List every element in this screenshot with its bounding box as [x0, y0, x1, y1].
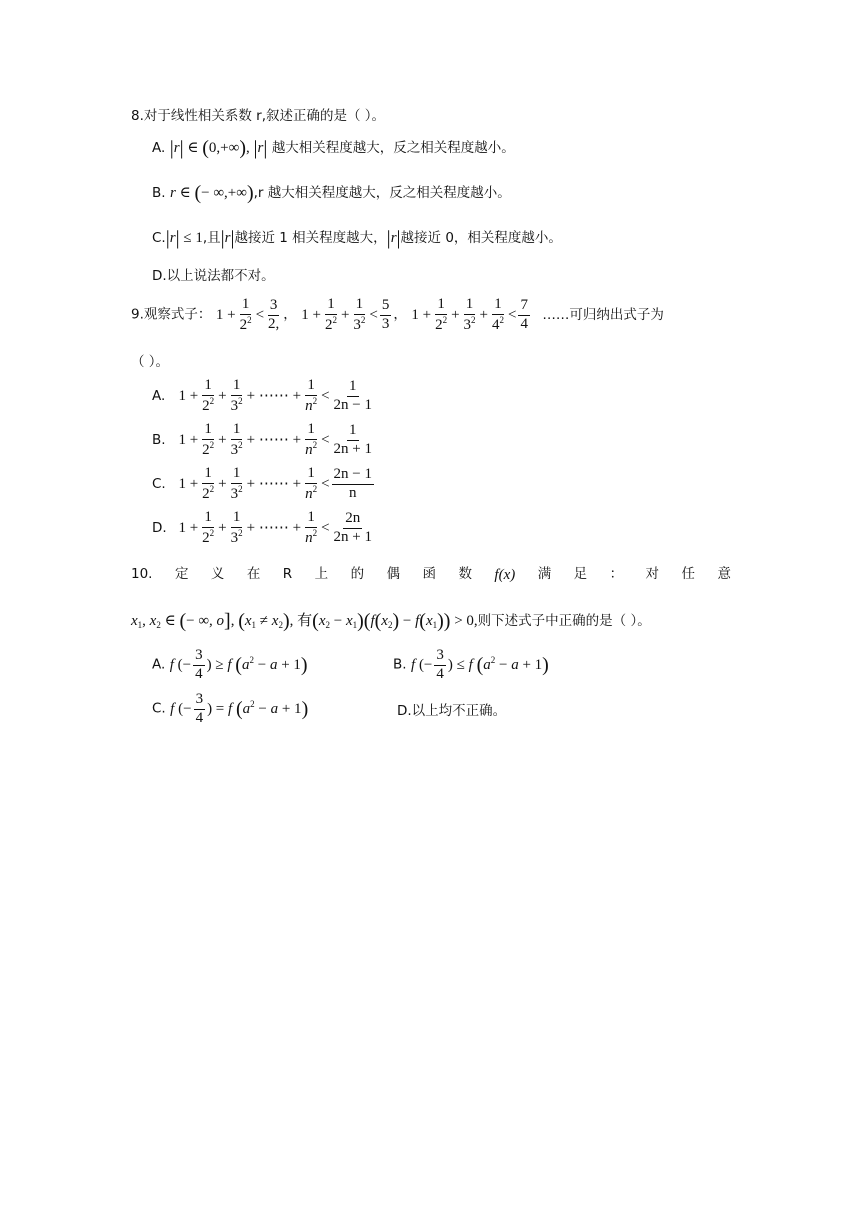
- q9-option-d: D. 1 + $\frac{1}{2^2}$ + $\frac{1}{3^2}$ + ⋯⋯ + $\frac{1}{n^2}$ < $\frac{2n}{2n + 1}$: [152, 509, 372, 546]
- q8-stem: 8.对于线性相关系数 r,叙述正确的是（ ）。: [131, 108, 386, 124]
- q8-option-c: C.|r| ≤ 1,且|r|越接近 1 相关程度越大，|r|越接近 0，相关程度越小。: [152, 227, 562, 249]
- q8-a-formula: |r| ∈ (0,+∞), |r|: [169, 137, 268, 159]
- q9-paren: （ ）。: [131, 354, 170, 370]
- q9-example-2: 1 + $\frac{1}{2^2}$ + $\frac{1}{3^2}$ < $\frac{5}{3}$: [301, 296, 390, 333]
- q10-stem-line2: $x_1$, $x_2$ ∈ (− ∞, o], $(x_1 \ne x_2)$, 有$(x_2 - x_1)(f(x_2) - f(x_1)) > 0$,则下述式子中正确的是（ ）。: [131, 610, 651, 632]
- q9-stem: 9.观察式子： 1 + $\frac{1}{2^2}$ < $\frac{3}{2,}$ ， 1 + $\frac{1}{2^2}$ + $\frac{1}{3^2}$ < $\frac{5}{3}$ ， 1 + $\frac{1}{2^2}$ + $\frac{1}{3^2}$ + $\frac{1}{4^2}$ < $\frac{7}{4}$ ……可归纳出式子为: [131, 296, 664, 333]
- q9-option-b: B. 1 + $\frac{1}{2^2}$ + $\frac{1}{3^2}$ + ⋯⋯ + $\frac{1}{n^2}$ < $\frac{1}{2n + 1}$: [152, 421, 372, 458]
- q8-option-a: A. |r| ∈ (0,+∞), |r| 越大相关程度越大，反之相关程度越小。: [152, 137, 515, 159]
- q9-example-1: 1 + $\frac{1}{2^2}$ < $\frac{3}{2,}$: [215, 296, 280, 333]
- q9-option-c: C. 1 + $\frac{1}{2^2}$ + $\frac{1}{3^2}$ + ⋯⋯ + $\frac{1}{n^2}$ < $\frac{2n - 1}{n}$: [152, 465, 372, 502]
- q10-option-c: C. f (− $\frac{3}{4}$ ) = f $(a^2 - a + 1)$: [152, 691, 309, 726]
- q10-option-d: D.以上均不正确。: [397, 703, 507, 719]
- q8-option-d: D.以上说法都不对。: [152, 268, 275, 284]
- q10-stem-line1: 10. 定 义 在 R 上 的 偶 函 数 f(x) 满 足 ： 对 任 意: [131, 566, 731, 583]
- q9-example-3: 1 + $\frac{1}{2^2}$ + $\frac{1}{3^2}$ + $\frac{1}{4^2}$ < $\frac{7}{4}$: [411, 296, 528, 333]
- q10-option-a: A. f (− $\frac{3}{4}$ ) ≥ f $(a^2 - a + 1)$: [152, 647, 308, 682]
- q8-b-formula: r ∈ (− ∞,+∞): [170, 182, 254, 204]
- q9-option-a: A. 1 + $\frac{1}{2^2}$ + $\frac{1}{3^2}$ + ⋯⋯ + $\frac{1}{n^2}$ < $\frac{1}{2n - 1}$: [152, 377, 372, 414]
- q8-option-b: B. r ∈ (− ∞,+∞),r 越大相关程度越大，反之相关程度越小。: [152, 182, 511, 204]
- q10-condition: $x_1$, $x_2$ ∈ (− ∞, o], $(x_1 \ne x_2)$, 有$(x_2 - x_1)(f(x_2) - f(x_1)) > 0$,: [131, 610, 478, 632]
- q10-option-b: B. f (− $\frac{3}{4}$ ) ≤ f $(a^2 - a + 1)$: [393, 647, 549, 682]
